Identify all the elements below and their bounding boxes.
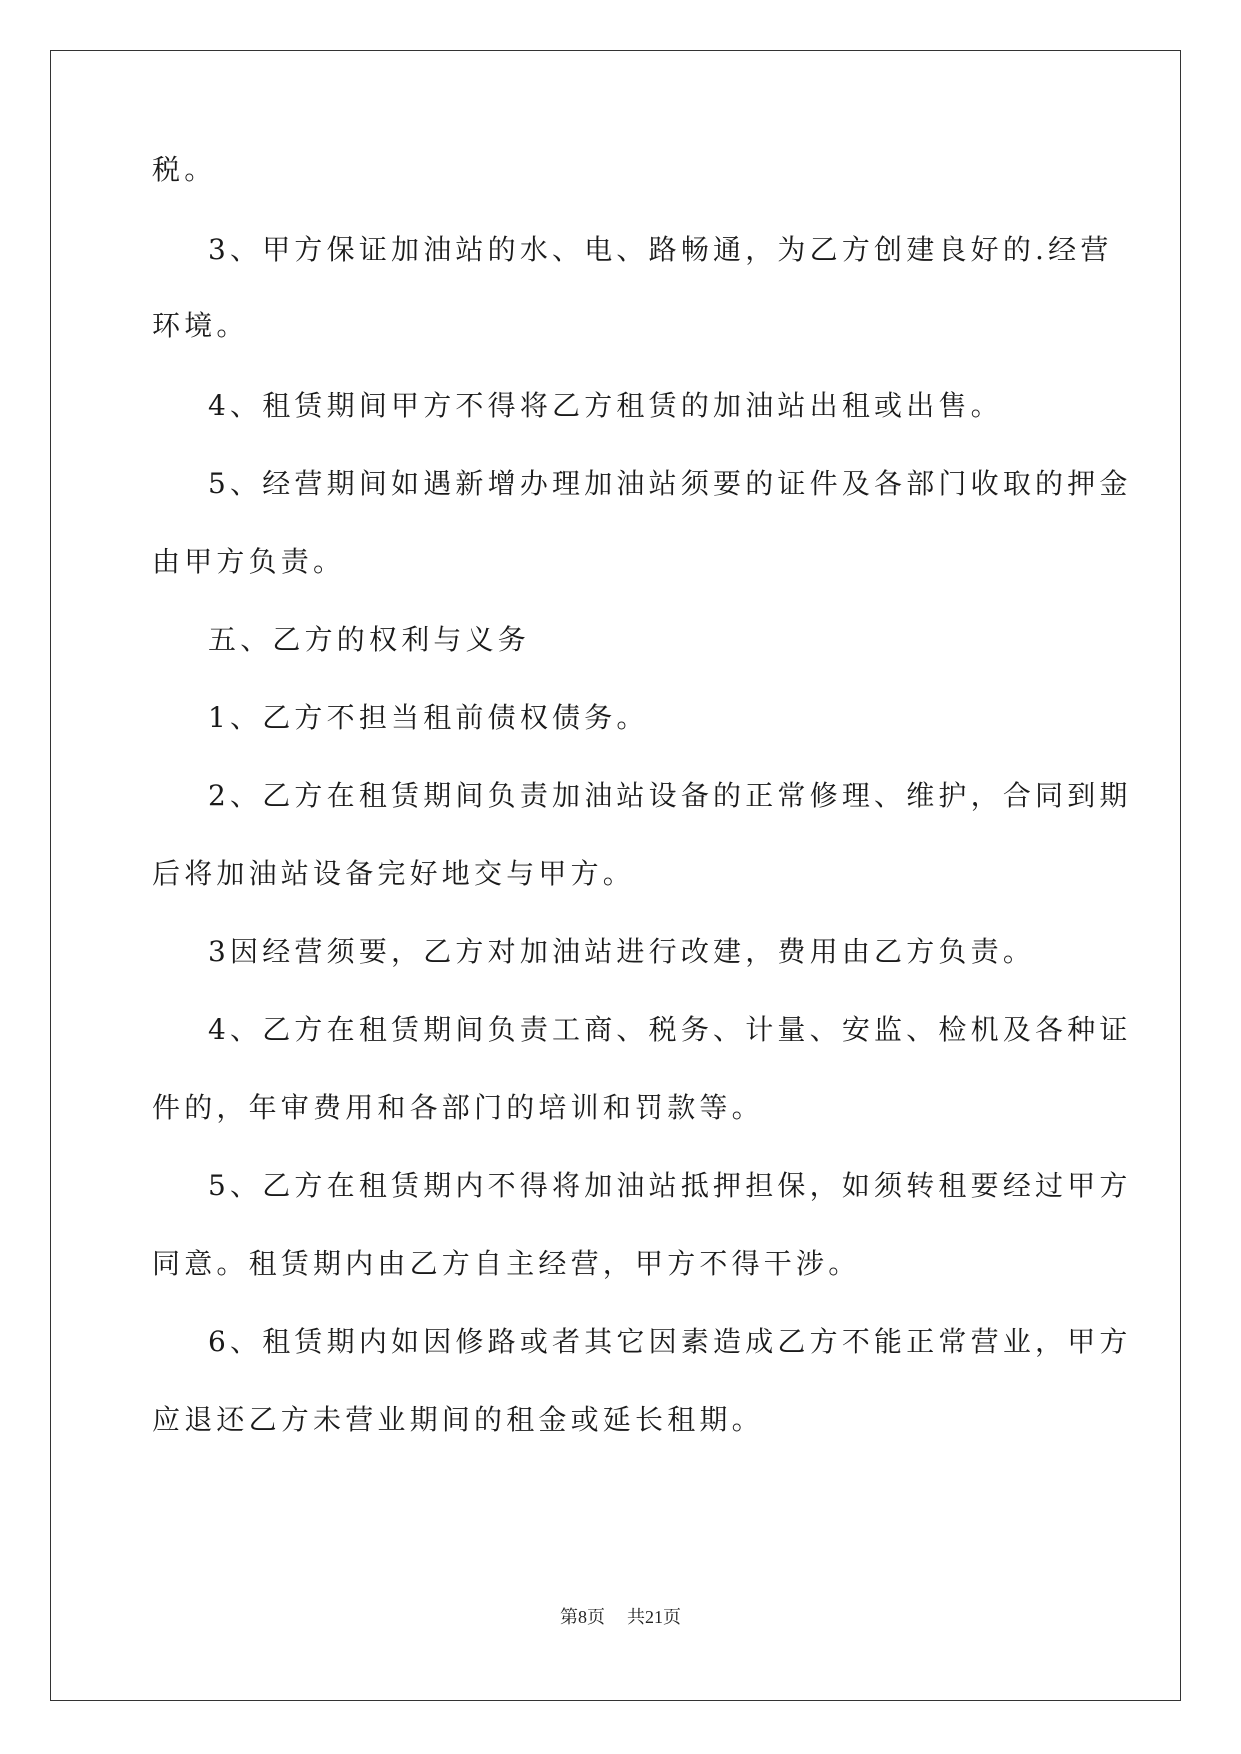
text-line: 件的，年审费用和各部门的培训和罚款等。 (152, 1091, 764, 1124)
paragraph-5: 5、经营期间如遇新增办理加油站须要的证件及各部门收取的押金 (208, 467, 1132, 500)
paragraph-item-2: 2、乙方在租赁期间负责加油站设备的正常修理、维护，合同到期 (208, 779, 1132, 812)
text-line: 环境。 (152, 309, 249, 342)
text-line: 后将加油站设备完好地交与甲方。 (152, 857, 636, 890)
paragraph-item-4: 4、乙方在租赁期间负责工商、税务、计量、安监、检机及各种证 (208, 1013, 1132, 1046)
text-line: 同意。租赁期内由乙方自主经营，甲方不得干涉。 (152, 1247, 861, 1280)
text-line: 税。 (152, 153, 217, 186)
section-heading: 五、乙方的权利与义务 (208, 623, 531, 656)
paragraph-4: 4、租赁期间甲方不得将乙方租赁的加油站出租或出售。 (208, 389, 1003, 422)
paragraph-item-6: 6、租赁期内如因修路或者其它因素造成乙方不能正常营业，甲方 (208, 1325, 1132, 1358)
paragraph-item-1: 1、乙方不担当租前债权债务。 (208, 701, 649, 734)
page-footer (0, 1603, 1241, 1629)
page-total: 共21页 (627, 1607, 681, 1627)
paragraph-item-5: 5、乙方在租赁期内不得将加油站抵押担保，如须转租要经过甲方 (208, 1169, 1132, 1202)
paragraph-3: 3、甲方保证加油站的水、电、路畅通，为乙方创建良好的.经营 (208, 233, 1113, 266)
text-line: 应退还乙方未营业期间的租金或延长租期。 (152, 1403, 764, 1436)
text-line: 由甲方负责。 (152, 545, 346, 578)
paragraph-item-3: 3因经营须要，乙方对加油站进行改建，费用由乙方负责。 (208, 935, 1036, 968)
page-number: 第8页 (560, 1607, 605, 1627)
